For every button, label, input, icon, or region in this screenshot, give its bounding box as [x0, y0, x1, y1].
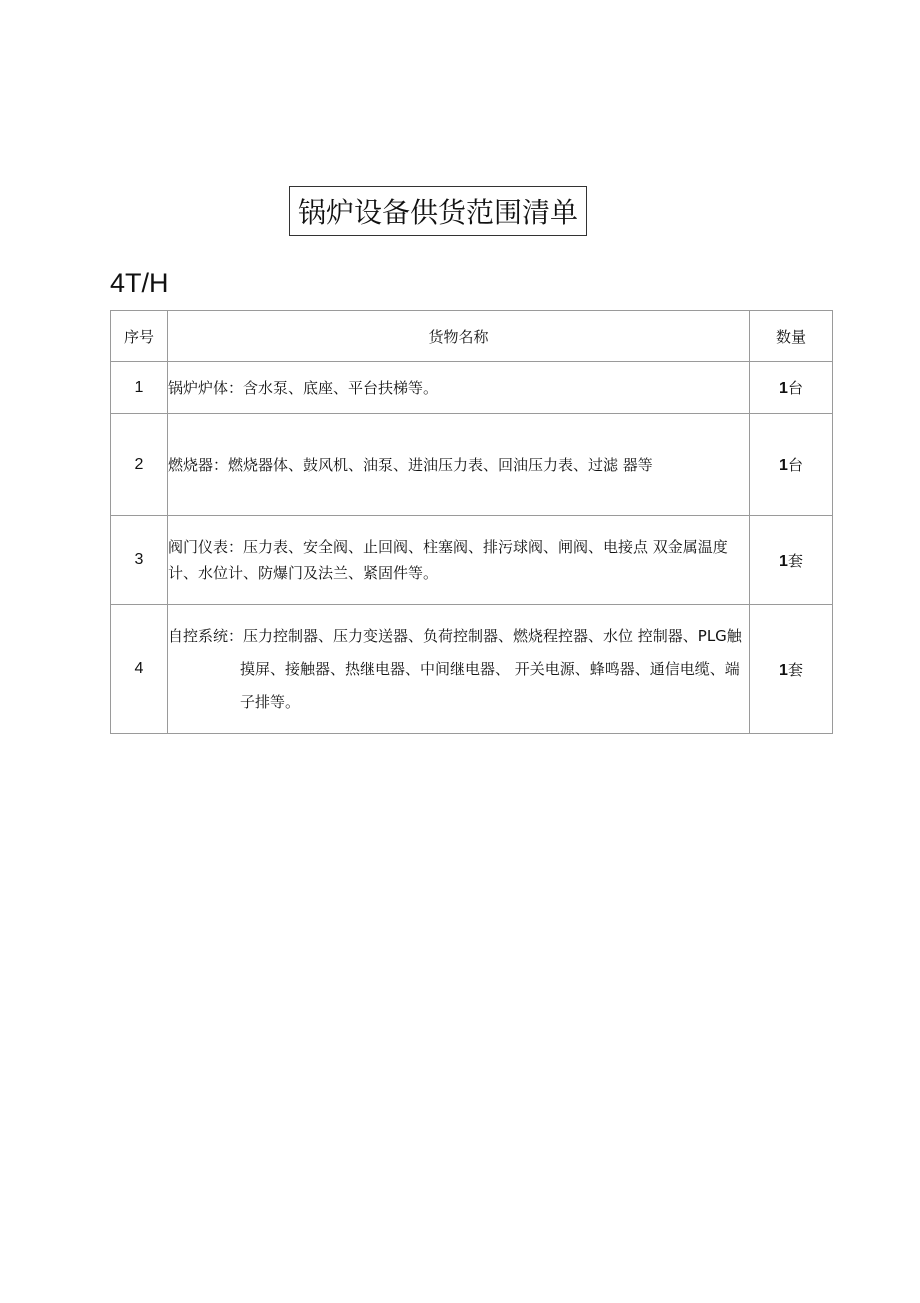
- row-quantity-number: 1: [779, 380, 788, 397]
- row-quantity: [750, 605, 833, 734]
- row-goods-name: 阀门仪表：压力表、安全阀、止回阀、柱塞阀、排污球阀、闸阀、电接点 双金属温度计、水位计、防爆门及法兰、紧固件等。: [168, 516, 750, 605]
- row-quantity-unit: 台: [787, 456, 803, 474]
- header-name: 货物名称: [168, 311, 750, 362]
- row-goods-name: 锅炉炉体：含水泵、底座、平台扶梯等。: [168, 362, 750, 414]
- table-row: [111, 516, 833, 605]
- row-index: 2: [111, 414, 168, 516]
- row-quantity-unit: 套: [787, 660, 803, 679]
- header-index: 序号: [111, 311, 168, 362]
- row-index: 3: [111, 516, 168, 605]
- row-quantity-unit: 套: [787, 551, 803, 570]
- row-quantity-number: 1: [779, 552, 788, 570]
- capacity-label: 4T/H: [110, 268, 169, 298]
- document-title: 锅炉设备供货范围清单: [289, 186, 587, 236]
- row-quantity-number: 1: [779, 457, 788, 474]
- row-goods-name: 燃烧器：燃烧器体、鼓风机、油泵、进油压力表、回油压力表、过滤 器等: [168, 414, 750, 516]
- table-row: [111, 605, 833, 734]
- row-quantity-number: 1: [779, 661, 788, 679]
- supply-scope-table: [110, 310, 833, 734]
- table-header-row: [111, 311, 833, 362]
- table-row: [111, 414, 833, 516]
- row-index: 4: [111, 605, 168, 734]
- row-quantity-unit: 台: [787, 379, 803, 397]
- row-goods-name: [168, 605, 750, 734]
- row-index: 1: [111, 362, 168, 414]
- row-quantity: [750, 516, 833, 605]
- table-row: [111, 362, 833, 414]
- row-quantity: [750, 414, 833, 516]
- row-goods-name-text: 自控系统：压力控制器、压力变送器、负荷控制器、燃烧程控器、水位 控制器、PLG触摸屏、接触器、热继电器、中间继电器、 开关电源、蜂鸣器、通信电缆、端子排等。: [168, 626, 742, 711]
- header-quantity: 数量: [750, 311, 833, 362]
- row-quantity: [750, 362, 833, 414]
